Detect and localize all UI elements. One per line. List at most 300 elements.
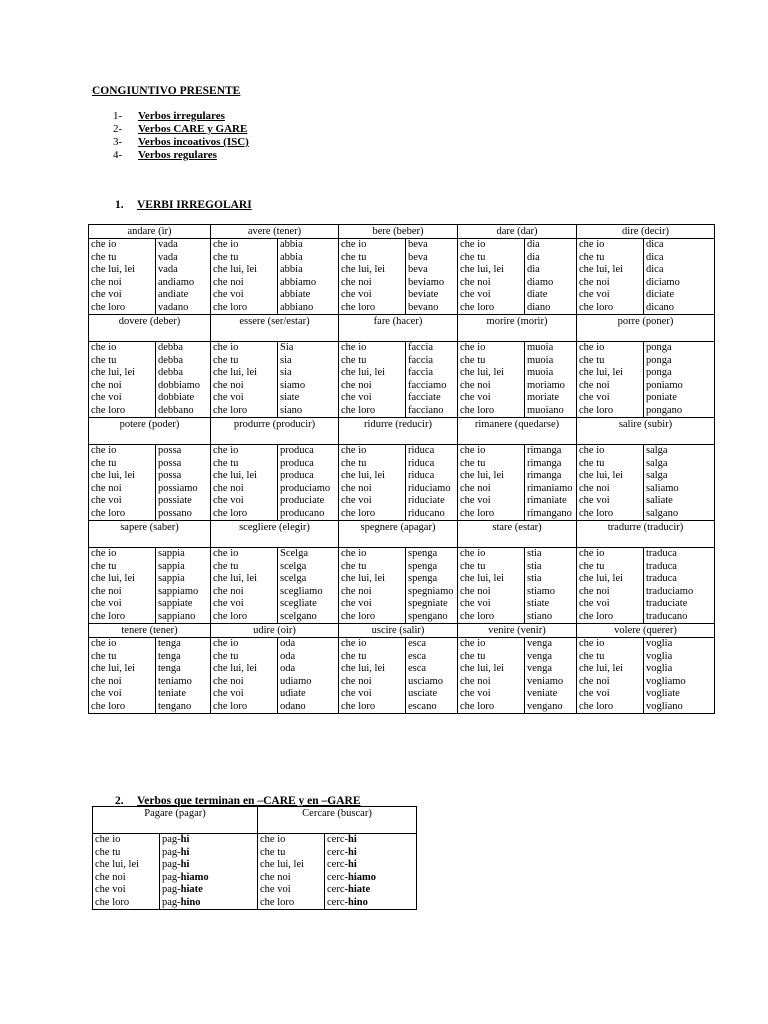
pronoun: che voi <box>213 495 244 506</box>
verb-form: teniamo <box>158 675 192 687</box>
pronoun: che loro <box>460 301 495 313</box>
pronoun-column <box>211 445 278 520</box>
verb-stem: cerc- <box>327 846 348 858</box>
verb-form: stia <box>527 548 542 559</box>
pronoun: che noi <box>460 379 491 391</box>
verb-forms-cell <box>339 638 458 714</box>
pronoun: che tu <box>260 846 286 858</box>
verb-form: debbano <box>158 404 194 416</box>
form-column <box>644 445 714 520</box>
verb-forms-cell <box>577 638 715 714</box>
verb-stem: pag- <box>162 884 181 895</box>
form-column <box>278 548 338 623</box>
conjugation-block <box>577 638 714 713</box>
verb-forms-cell <box>89 342 211 418</box>
verb-stem: pag- <box>162 834 181 845</box>
pronoun: che voi <box>460 495 491 506</box>
verb-stem: pag- <box>162 871 181 883</box>
verb-form: voglia <box>646 650 673 662</box>
pronoun: che io <box>213 239 239 250</box>
verb-form: riducano <box>408 507 445 519</box>
pronoun: che voi <box>213 289 244 300</box>
verb-form: faccia <box>408 367 434 378</box>
pronoun: che noi <box>579 276 610 288</box>
pronoun: che voi <box>579 598 610 609</box>
verb-stem: pag- <box>162 896 181 908</box>
verb-forms-cell <box>458 638 577 714</box>
verb-form: Scelga <box>280 548 308 559</box>
pronoun: che lui, lei <box>579 470 624 481</box>
conjugation-block <box>89 548 210 623</box>
verb-stem: cerc- <box>327 884 348 895</box>
verb-form: faccia <box>408 354 434 366</box>
pronoun: che io <box>341 445 367 456</box>
pronoun: che loro <box>213 700 248 712</box>
verb-form: abbiamo <box>280 276 317 288</box>
pronoun: che voi <box>213 392 244 403</box>
verb-stem: pag- <box>162 859 181 870</box>
verb-form <box>162 834 257 847</box>
pronoun: che voi <box>91 688 122 699</box>
pronoun: che noi <box>460 675 491 687</box>
pronoun: che lui, lei <box>579 367 624 378</box>
verb-form: veniamo <box>527 675 564 687</box>
form-column <box>644 638 714 713</box>
verb-form: traduciate <box>646 598 688 609</box>
pronoun: che noi <box>579 482 610 494</box>
pronoun: che tu <box>341 650 367 662</box>
pronoun: che lui, lei <box>341 663 386 674</box>
verb-form <box>327 897 416 910</box>
section-title: Verbos que terminan en –CARE y en –GARE <box>137 795 361 807</box>
conjugation-block <box>93 834 257 909</box>
verb-form <box>327 847 416 860</box>
verb-form: sappiate <box>158 598 193 609</box>
verb-header-row <box>93 807 417 834</box>
pronoun: che tu <box>460 560 486 572</box>
pronoun-column <box>258 834 325 909</box>
pronoun-column <box>577 239 644 314</box>
verb-stem: cerc- <box>327 871 348 883</box>
pronoun: che tu <box>579 560 605 572</box>
pronoun-column <box>339 445 406 520</box>
pronoun: che lui, lei <box>460 663 505 674</box>
verb-ending: hi <box>347 846 357 858</box>
verb-form: dobbiamo <box>158 379 200 391</box>
verb-form: odano <box>280 700 306 712</box>
verb-form: abbiate <box>280 289 311 300</box>
verb-header-row <box>89 225 715 239</box>
form-column <box>406 445 457 520</box>
verb-form: scelga <box>280 560 307 572</box>
verb-forms-row <box>93 834 417 910</box>
verb-ending: hino <box>347 896 368 908</box>
conjugation-block <box>258 834 416 909</box>
form-column <box>156 445 210 520</box>
pronoun: che loro <box>95 896 130 908</box>
pronoun: che noi <box>213 675 244 687</box>
verb-form: rimanga <box>527 445 562 456</box>
pronoun: che io <box>460 239 486 250</box>
verb-form: vogliano <box>646 700 683 712</box>
care-gare-body <box>93 807 417 910</box>
verb-form: teniate <box>158 688 186 699</box>
verb-form: riduciate <box>408 495 445 506</box>
toc-item <box>113 110 249 123</box>
verb-form: scegliate <box>280 598 317 609</box>
verb-forms-cell <box>339 239 458 315</box>
verb-ending: hiate <box>347 884 371 895</box>
verb-form: esca <box>408 663 427 674</box>
pronoun: che io <box>579 239 605 250</box>
verb-form: possiate <box>158 495 192 506</box>
verb-form: poniate <box>646 392 677 403</box>
pronoun: che noi <box>213 482 244 494</box>
verb-form: voglia <box>646 638 673 649</box>
verb-forms-row <box>89 342 715 418</box>
pronoun: che loro <box>341 700 376 712</box>
verb-form: traduciamo <box>646 585 694 597</box>
pronoun-column <box>211 342 278 417</box>
pronoun: che noi <box>579 379 610 391</box>
verb-form: riduca <box>408 470 435 481</box>
conjugation-block <box>339 638 457 713</box>
pronoun: che noi <box>91 675 122 687</box>
form-column <box>525 342 576 417</box>
verb-form: vada <box>158 239 178 250</box>
verb-forms-cell <box>458 239 577 315</box>
pronoun: che loro <box>579 610 614 622</box>
pronoun: che lui, lei <box>213 573 258 584</box>
verb-form: traduca <box>646 560 677 572</box>
pronoun: che lui, lei <box>260 859 305 870</box>
verb-form: beva <box>408 264 428 275</box>
form-column <box>406 548 457 623</box>
verb-form: produca <box>280 470 314 481</box>
pronoun: che noi <box>341 276 372 288</box>
pronoun: che noi <box>91 482 122 494</box>
pronoun: che loro <box>91 610 126 622</box>
verb-forms-cell <box>577 239 715 315</box>
verb-forms-row <box>89 548 715 624</box>
pronoun-column <box>577 342 644 417</box>
pronoun: che voi <box>460 598 491 609</box>
verb-form: riduca <box>408 457 435 469</box>
pronoun: che lui, lei <box>579 264 624 275</box>
verb-form: ponga <box>646 367 672 378</box>
pronoun: che io <box>91 638 117 649</box>
verb-form: vadano <box>158 301 189 313</box>
pronoun-column <box>577 638 644 713</box>
verb-name-cell: dare (dar) <box>458 225 577 239</box>
verb-ending: hi <box>180 846 190 858</box>
verb-form: udiate <box>280 688 306 699</box>
verb-form: dicano <box>646 301 674 313</box>
verb-name-cell: Cercare (buscar) <box>258 807 417 834</box>
pronoun: che io <box>579 342 605 353</box>
section-heading-irregular <box>115 199 252 211</box>
verb-ending: hiamo <box>180 871 209 883</box>
verb-form: tenga <box>158 663 181 674</box>
verb-name-cell: dire (decir) <box>577 225 715 239</box>
verb-stem: pag- <box>162 846 181 858</box>
pronoun: che lui, lei <box>91 264 136 275</box>
verb-form: salgano <box>646 507 679 519</box>
pronoun: che voi <box>579 688 610 699</box>
verb-form: usciate <box>408 688 438 699</box>
toc-item <box>113 123 249 136</box>
verb-form: traduca <box>646 573 677 584</box>
verb-form: vengano <box>527 700 563 712</box>
pronoun: che noi <box>460 585 491 597</box>
pronoun: che io <box>213 548 239 559</box>
conjugation-block <box>89 239 210 314</box>
pronoun: che io <box>460 638 486 649</box>
pronoun: che lui, lei <box>341 367 386 378</box>
conjugation-block <box>577 548 714 623</box>
pronoun: che io <box>213 638 239 649</box>
verb-forms-cell <box>93 834 258 910</box>
pronoun: che voi <box>213 598 244 609</box>
page-title: CONGIUNTIVO PRESENTE <box>92 85 241 97</box>
verb-forms-cell <box>339 342 458 418</box>
pronoun-column <box>458 342 525 417</box>
pronoun: che io <box>91 548 117 559</box>
verb-name-cell: andare (ir) <box>89 225 211 239</box>
verb-form: producano <box>280 507 325 519</box>
conjugation-block <box>89 445 210 520</box>
verb-form: oda <box>280 650 296 662</box>
verb-form: diciamo <box>646 276 680 288</box>
verb-form: sia <box>280 367 292 378</box>
verb-name-cell: stare (estar) <box>458 521 577 548</box>
verb-ending: hino <box>180 896 201 908</box>
verb-form: diano <box>527 301 551 313</box>
conjugation-block <box>211 342 338 417</box>
verb-form: scelga <box>280 573 307 584</box>
verb-form: produciamo <box>280 482 331 494</box>
pronoun: che voi <box>341 289 372 300</box>
verb-ending: hiate <box>180 884 203 895</box>
pronoun: che lui, lei <box>95 859 140 870</box>
verb-name-cell: sapere (saber) <box>89 521 211 548</box>
verb-name-cell: rimanere (quedarse) <box>458 418 577 445</box>
verb-name-cell: venire (venir) <box>458 624 577 638</box>
verb-forms-cell <box>458 445 577 521</box>
verb-name-cell: salire (subir) <box>577 418 715 445</box>
pronoun-column <box>211 548 278 623</box>
verb-form: riduciamo <box>408 482 451 494</box>
form-column <box>525 638 576 713</box>
pronoun: che io <box>91 342 117 353</box>
verb-forms-cell <box>89 445 211 521</box>
verb-header-row <box>89 521 715 548</box>
verb-header-row <box>89 624 715 638</box>
pronoun: che loro <box>460 700 495 712</box>
pronoun: che loro <box>91 404 126 416</box>
verb-form <box>162 847 257 860</box>
form-column <box>525 239 576 314</box>
verb-form: sappia <box>158 548 185 559</box>
verb-form: spenga <box>408 560 438 572</box>
care-gare-table <box>92 806 417 910</box>
form-column <box>525 548 576 623</box>
pronoun-column <box>89 445 156 520</box>
pronoun: che noi <box>213 379 244 391</box>
verb-form: usciamo <box>408 675 443 687</box>
form-column <box>525 445 576 520</box>
toc-number: 1- <box>113 110 123 122</box>
verb-form: andiamo <box>158 276 195 288</box>
conjugation-block <box>577 445 714 520</box>
verb-form: spegniamo <box>408 585 454 597</box>
verb-form: oda <box>280 663 296 674</box>
pronoun: che noi <box>341 585 372 597</box>
irregular-verbs-body <box>89 225 715 714</box>
pronoun: che voi <box>341 495 372 506</box>
verb-stem: cerc- <box>327 896 348 908</box>
verb-form: produciate <box>280 495 325 506</box>
verb-form: dia <box>527 239 540 250</box>
verb-form: possano <box>158 507 192 519</box>
pronoun-column <box>339 548 406 623</box>
verb-form: rimaniamo <box>527 482 573 494</box>
pronoun: che tu <box>213 650 239 662</box>
verb-form <box>327 884 416 897</box>
pronoun: che loro <box>213 404 248 416</box>
pronoun: che loro <box>341 610 376 622</box>
verb-form: sappia <box>158 560 185 572</box>
verb-name-cell: avere (tener) <box>211 225 339 239</box>
pronoun: che lui, lei <box>91 573 136 584</box>
pronoun: che voi <box>95 884 126 895</box>
verb-form: udiamo <box>280 675 312 687</box>
pronoun: che loro <box>460 404 495 416</box>
verb-form: salga <box>646 457 668 469</box>
pronoun: che tu <box>341 560 367 572</box>
verb-forms-cell <box>211 239 339 315</box>
verb-name-cell: porre (poner) <box>577 315 715 342</box>
toc-item <box>113 149 249 162</box>
verb-form: siate <box>280 392 300 403</box>
pronoun: che io <box>213 445 239 456</box>
form-column <box>406 638 457 713</box>
toc-number: 3- <box>113 136 123 148</box>
form-column <box>278 445 338 520</box>
pronoun: che loro <box>213 610 248 622</box>
pronoun: che tu <box>91 560 117 572</box>
verb-form: diamo <box>527 276 554 288</box>
verb-forms-cell <box>211 548 339 624</box>
pronoun: che loro <box>341 301 376 313</box>
pronoun: che noi <box>579 675 610 687</box>
verb-ending: hi <box>347 834 357 845</box>
pronoun: che lui, lei <box>91 470 136 481</box>
verb-forms-row <box>89 239 715 315</box>
verb-form: debba <box>158 367 184 378</box>
verb-ending: hi <box>180 834 190 845</box>
pronoun: che noi <box>91 585 122 597</box>
pronoun: che tu <box>91 354 117 366</box>
pronoun: che voi <box>579 392 610 403</box>
pronoun-column <box>458 638 525 713</box>
pronoun-column <box>89 342 156 417</box>
verb-forms-cell <box>258 834 417 910</box>
conjugation-block <box>89 342 210 417</box>
verb-name-cell: volere (querer) <box>577 624 715 638</box>
verb-name-cell: potere (poder) <box>89 418 211 445</box>
verb-form: scegliamo <box>280 585 323 597</box>
verb-form: dica <box>646 239 664 250</box>
pronoun: che lui, lei <box>460 573 505 584</box>
verb-form: dica <box>646 264 664 275</box>
pronoun: che io <box>91 239 117 250</box>
pronoun: che io <box>579 548 605 559</box>
verb-form: voglia <box>646 663 673 674</box>
verb-form: beviamo <box>408 276 445 288</box>
form-column <box>156 548 210 623</box>
verb-form: tenga <box>158 638 181 649</box>
verb-form: facciate <box>408 392 441 403</box>
verb-form: spenga <box>408 548 438 559</box>
toc-number: 2- <box>113 123 123 135</box>
pronoun: che voi <box>579 289 610 300</box>
verb-form: muoia <box>527 342 554 353</box>
pronoun-column <box>577 548 644 623</box>
verb-form: rimanga <box>527 470 562 481</box>
pronoun: che voi <box>91 392 122 403</box>
form-column <box>278 239 338 314</box>
verb-stem: cerc- <box>327 859 348 870</box>
verb-form: venga <box>527 650 553 662</box>
verb-forms-row <box>89 638 715 714</box>
verb-form: tengano <box>158 700 192 712</box>
verb-form: stiamo <box>527 585 555 597</box>
conjugation-block <box>339 445 457 520</box>
verb-form: venga <box>527 663 553 674</box>
verb-form: muoiano <box>527 404 564 416</box>
verb-form <box>327 834 416 847</box>
pronoun: che lui, lei <box>579 663 624 674</box>
conjugation-block <box>458 445 576 520</box>
conjugation-block <box>458 239 576 314</box>
verb-form: esca <box>408 650 427 662</box>
verb-form: sia <box>280 354 292 366</box>
section-title: VERBI IRREGOLARI <box>137 199 252 211</box>
verb-form: salga <box>646 445 668 456</box>
verb-form <box>162 884 257 897</box>
form-column <box>406 239 457 314</box>
verb-form: abbia <box>280 251 303 263</box>
pronoun: che io <box>341 239 367 250</box>
conjugation-block <box>89 638 210 713</box>
pronoun: che loro <box>460 507 495 519</box>
pronoun-column <box>339 239 406 314</box>
pronoun: che noi <box>213 276 244 288</box>
verb-form: dobbiate <box>158 392 195 403</box>
verb-form: beva <box>408 251 428 263</box>
pronoun-column <box>89 548 156 623</box>
pronoun-column <box>339 638 406 713</box>
verb-form: rimaniate <box>527 495 567 506</box>
verb-form: produca <box>280 457 314 469</box>
pronoun: che tu <box>460 354 486 366</box>
verb-form: faccia <box>408 342 434 353</box>
pronoun: che lui, lei <box>460 264 505 275</box>
pronoun: che lui, lei <box>213 663 258 674</box>
verb-name-cell: morire (morir) <box>458 315 577 342</box>
conjugation-block <box>339 548 457 623</box>
